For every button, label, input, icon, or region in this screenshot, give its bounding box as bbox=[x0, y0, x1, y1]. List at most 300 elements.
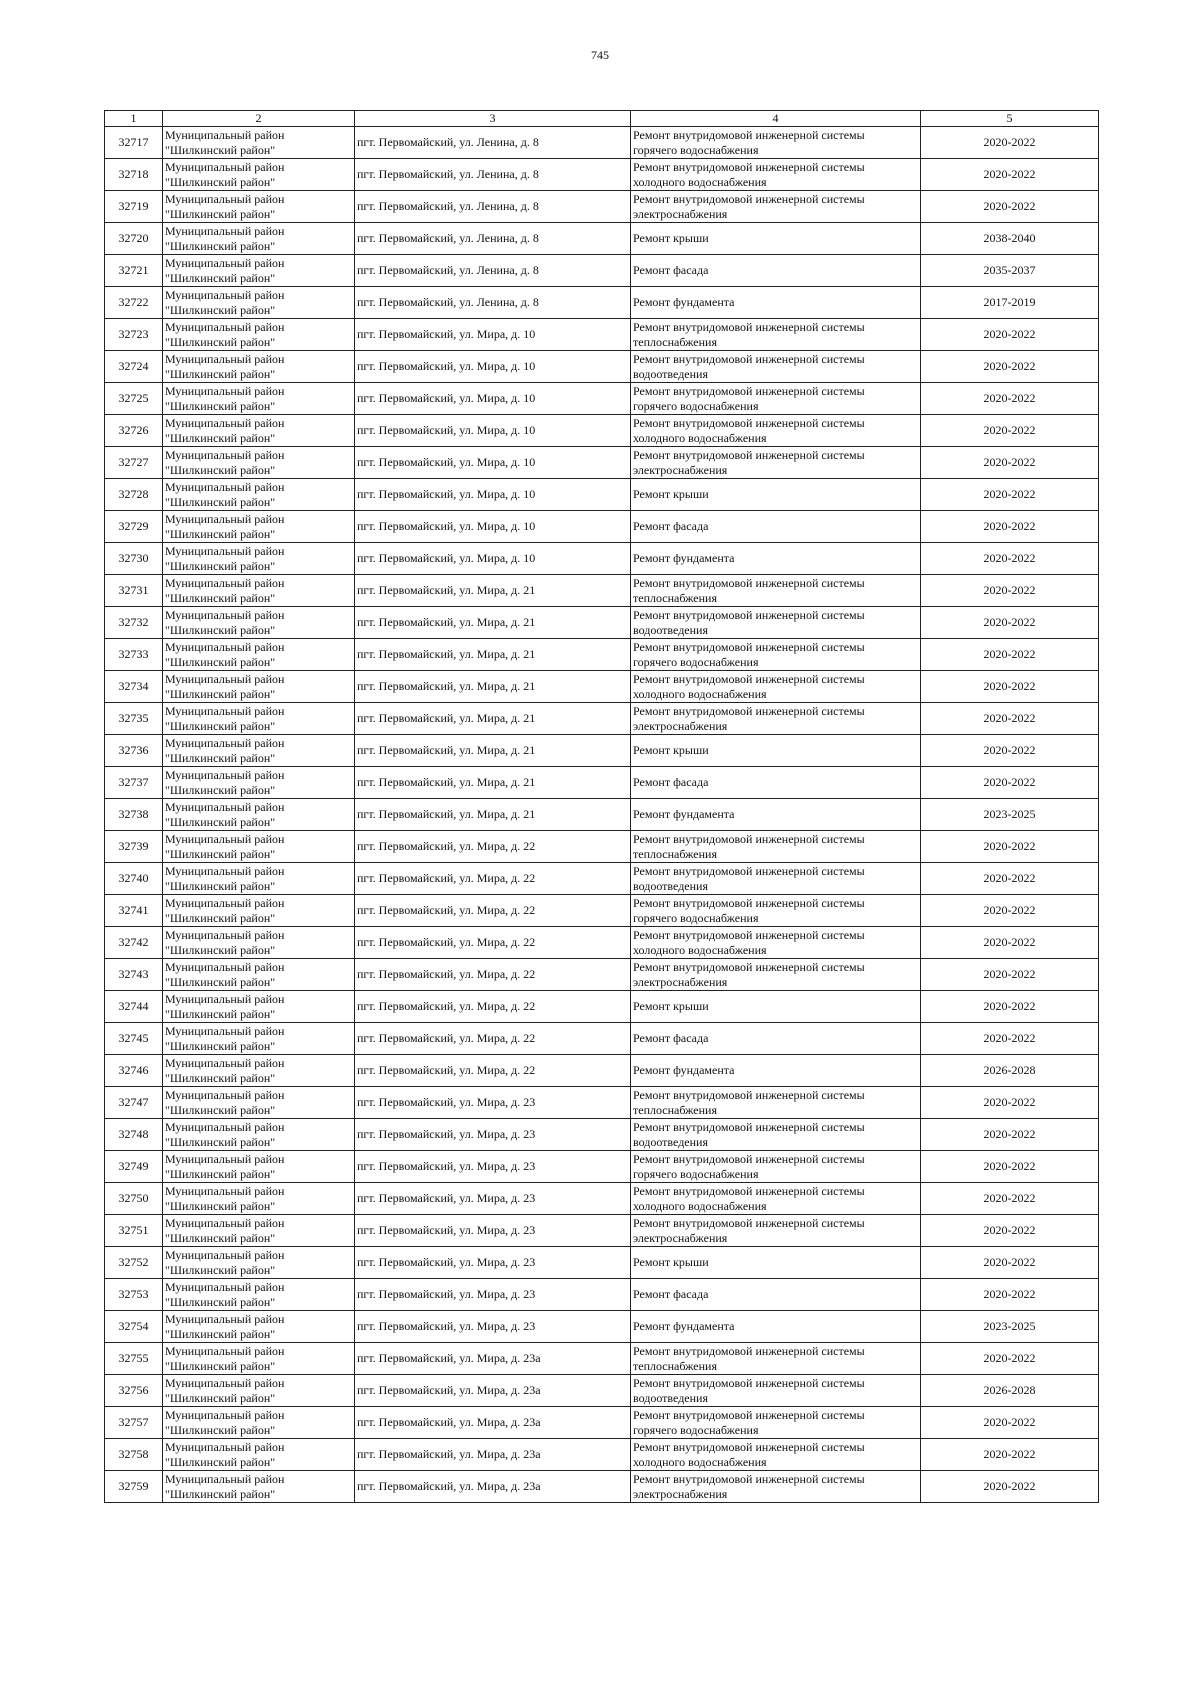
municipality-cell bbox=[163, 511, 355, 543]
work-type-cell bbox=[631, 1439, 921, 1471]
municipality-cell bbox=[163, 1023, 355, 1055]
municipality-cell bbox=[163, 639, 355, 671]
table-row bbox=[105, 1151, 1099, 1183]
work-type-line: Ремонт внутридомовой инженерной системы bbox=[633, 863, 865, 878]
row-number-cell: 32755 bbox=[105, 1343, 163, 1375]
work-type-cell bbox=[631, 1119, 921, 1151]
table-row bbox=[105, 863, 1099, 895]
work-type-cell bbox=[631, 447, 921, 479]
municipality-line: Муниципальный район bbox=[165, 1471, 285, 1486]
work-type-line: Ремонт фасада bbox=[633, 263, 709, 277]
table-row bbox=[105, 319, 1099, 351]
work-type-line: холодного водоснабжения bbox=[633, 1454, 767, 1469]
municipality-line: "Шилкинский район" bbox=[165, 1326, 276, 1341]
municipality-line: Муниципальный район bbox=[165, 287, 285, 302]
municipality-line: "Шилкинский район" bbox=[165, 1070, 276, 1085]
municipality-cell bbox=[163, 1119, 355, 1151]
municipality-cell bbox=[163, 1471, 355, 1503]
table-row bbox=[105, 1087, 1099, 1119]
work-type-line: водоотведения bbox=[633, 1390, 708, 1405]
work-type-cell bbox=[631, 991, 921, 1023]
table-row bbox=[105, 479, 1099, 511]
work-type-line: Ремонт внутридомовой инженерной системы bbox=[633, 927, 865, 942]
row-number-cell: 32739 bbox=[105, 831, 163, 863]
work-type-cell bbox=[631, 927, 921, 959]
work-type-cell bbox=[631, 383, 921, 415]
work-type-line: теплоснабжения bbox=[633, 334, 717, 349]
address-cell: пгт. Первомайский, ул. Мира, д. 23а bbox=[355, 1375, 631, 1407]
address-cell: пгт. Первомайский, ул. Мира, д. 22 bbox=[355, 959, 631, 991]
period-cell: 2020-2022 bbox=[921, 735, 1099, 767]
table-row bbox=[105, 1247, 1099, 1279]
municipality-line: Муниципальный район bbox=[165, 1407, 285, 1422]
table-row bbox=[105, 1023, 1099, 1055]
address-cell: пгт. Первомайский, ул. Мира, д. 10 bbox=[355, 479, 631, 511]
row-number-cell: 32728 bbox=[105, 479, 163, 511]
period-cell: 2035-2037 bbox=[921, 255, 1099, 287]
period-cell: 2020-2022 bbox=[921, 767, 1099, 799]
work-type-line: Ремонт фундамента bbox=[633, 1319, 735, 1333]
period-cell: 2020-2022 bbox=[921, 351, 1099, 383]
period-cell: 2023-2025 bbox=[921, 799, 1099, 831]
work-type-line: Ремонт крыши bbox=[633, 999, 709, 1013]
work-type-line: электроснабжения bbox=[633, 718, 728, 733]
work-type-cell bbox=[631, 895, 921, 927]
row-number-cell: 32721 bbox=[105, 255, 163, 287]
municipality-line: Муниципальный район bbox=[165, 1311, 285, 1326]
work-type-cell bbox=[631, 703, 921, 735]
row-number-cell: 32741 bbox=[105, 895, 163, 927]
municipality-line: "Шилкинский район" bbox=[165, 814, 276, 829]
work-type-cell bbox=[631, 1247, 921, 1279]
table-row bbox=[105, 831, 1099, 863]
municipality-line: "Шилкинский район" bbox=[165, 1038, 276, 1053]
municipality-line: Муниципальный район bbox=[165, 767, 285, 782]
table-row bbox=[105, 447, 1099, 479]
work-type-line: горячего водоснабжения bbox=[633, 1422, 759, 1437]
table-row bbox=[105, 1343, 1099, 1375]
work-type-line: Ремонт внутридомовой инженерной системы bbox=[633, 1183, 865, 1198]
period-cell: 2017-2019 bbox=[921, 287, 1099, 319]
table-row bbox=[105, 1183, 1099, 1215]
work-type-line: Ремонт внутридомовой инженерной системы bbox=[633, 351, 865, 366]
table-row bbox=[105, 575, 1099, 607]
row-number-cell: 32717 bbox=[105, 127, 163, 159]
work-type-cell bbox=[631, 1055, 921, 1087]
municipality-cell bbox=[163, 991, 355, 1023]
work-type-line: Ремонт внутридомовой инженерной системы bbox=[633, 1343, 865, 1358]
municipality-cell bbox=[163, 1087, 355, 1119]
address-cell: пгт. Первомайский, ул. Мира, д. 23а bbox=[355, 1407, 631, 1439]
municipality-line: Муниципальный район bbox=[165, 927, 285, 942]
municipality-line: Муниципальный район bbox=[165, 735, 285, 750]
period-cell: 2020-2022 bbox=[921, 415, 1099, 447]
municipality-line: "Шилкинский район" bbox=[165, 750, 276, 765]
work-type-cell bbox=[631, 767, 921, 799]
municipality-cell bbox=[163, 735, 355, 767]
table-row bbox=[105, 959, 1099, 991]
work-type-line: Ремонт внутридомовой инженерной системы bbox=[633, 1439, 865, 1454]
address-cell: пгт. Первомайский, ул. Мира, д. 21 bbox=[355, 735, 631, 767]
table-row bbox=[105, 159, 1099, 191]
municipality-cell bbox=[163, 1247, 355, 1279]
row-number-cell: 32738 bbox=[105, 799, 163, 831]
municipality-cell bbox=[163, 383, 355, 415]
municipality-line: Муниципальный район bbox=[165, 1215, 285, 1230]
work-type-line: Ремонт фундамента bbox=[633, 295, 735, 309]
work-type-line: Ремонт фундамента bbox=[633, 551, 735, 565]
work-type-cell bbox=[631, 735, 921, 767]
address-cell: пгт. Первомайский, ул. Мира, д. 22 bbox=[355, 1055, 631, 1087]
row-number-cell: 32751 bbox=[105, 1215, 163, 1247]
table-row bbox=[105, 511, 1099, 543]
work-type-line: Ремонт внутридомовой инженерной системы bbox=[633, 1375, 865, 1390]
work-type-line: горячего водоснабжения bbox=[633, 398, 759, 413]
table-row bbox=[105, 1215, 1099, 1247]
municipality-line: "Шилкинский район" bbox=[165, 1486, 276, 1501]
period-cell: 2020-2022 bbox=[921, 447, 1099, 479]
work-type-line: Ремонт внутридомовой инженерной системы bbox=[633, 831, 865, 846]
address-cell: пгт. Первомайский, ул. Мира, д. 23а bbox=[355, 1471, 631, 1503]
address-cell: пгт. Первомайский, ул. Мира, д. 22 bbox=[355, 1023, 631, 1055]
table-row bbox=[105, 671, 1099, 703]
table-row bbox=[105, 1055, 1099, 1087]
municipality-line: Муниципальный район bbox=[165, 1055, 285, 1070]
address-cell: пгт. Первомайский, ул. Ленина, д. 8 bbox=[355, 127, 631, 159]
row-number-cell: 32719 bbox=[105, 191, 163, 223]
work-type-line: водоотведения bbox=[633, 366, 708, 381]
page-number: 745 bbox=[591, 48, 609, 62]
municipality-line: Муниципальный район bbox=[165, 1343, 285, 1358]
work-type-line: Ремонт внутридомовой инженерной системы bbox=[633, 1407, 865, 1422]
work-type-cell bbox=[631, 575, 921, 607]
municipality-line: "Шилкинский район" bbox=[165, 430, 276, 445]
period-cell: 2020-2022 bbox=[921, 1343, 1099, 1375]
municipality-cell bbox=[163, 223, 355, 255]
municipality-cell bbox=[163, 447, 355, 479]
row-number-cell: 32722 bbox=[105, 287, 163, 319]
municipality-cell bbox=[163, 1343, 355, 1375]
municipality-line: "Шилкинский район" bbox=[165, 1294, 276, 1309]
period-cell: 2020-2022 bbox=[921, 1119, 1099, 1151]
work-type-line: электроснабжения bbox=[633, 206, 728, 221]
work-type-line: горячего водоснабжения bbox=[633, 910, 759, 925]
municipality-line: Муниципальный район bbox=[165, 127, 285, 142]
work-type-line: Ремонт крыши bbox=[633, 487, 709, 501]
work-type-line: Ремонт внутридомовой инженерной системы bbox=[633, 1119, 865, 1134]
period-cell: 2020-2022 bbox=[921, 895, 1099, 927]
municipality-cell bbox=[163, 1279, 355, 1311]
row-number-cell: 32759 bbox=[105, 1471, 163, 1503]
municipality-line: "Шилкинский район" bbox=[165, 398, 276, 413]
municipality-line: "Шилкинский район" bbox=[165, 494, 276, 509]
address-cell: пгт. Первомайский, ул. Мира, д. 10 bbox=[355, 447, 631, 479]
municipality-cell bbox=[163, 927, 355, 959]
address-cell: пгт. Первомайский, ул. Ленина, д. 8 bbox=[355, 223, 631, 255]
work-type-line: Ремонт внутридомовой инженерной системы bbox=[633, 1151, 865, 1166]
table-row bbox=[105, 255, 1099, 287]
municipality-line: Муниципальный район bbox=[165, 1279, 285, 1294]
municipality-cell bbox=[163, 1183, 355, 1215]
municipality-line: Муниципальный район bbox=[165, 159, 285, 174]
work-type-cell bbox=[631, 863, 921, 895]
work-type-line: водоотведения bbox=[633, 878, 708, 893]
work-type-cell bbox=[631, 415, 921, 447]
municipality-cell bbox=[163, 1055, 355, 1087]
address-cell: пгт. Первомайский, ул. Мира, д. 22 bbox=[355, 991, 631, 1023]
work-type-cell bbox=[631, 607, 921, 639]
municipality-line: Муниципальный район bbox=[165, 991, 285, 1006]
table-row bbox=[105, 415, 1099, 447]
row-number-cell: 32744 bbox=[105, 991, 163, 1023]
municipality-line: Муниципальный район bbox=[165, 319, 285, 334]
row-number-cell: 32742 bbox=[105, 927, 163, 959]
municipality-line: Муниципальный район bbox=[165, 223, 285, 238]
municipality-line: "Шилкинский район" bbox=[165, 718, 276, 733]
work-type-line: Ремонт внутридомовой инженерной системы bbox=[633, 415, 865, 430]
row-number-cell: 32757 bbox=[105, 1407, 163, 1439]
municipality-line: Муниципальный район bbox=[165, 863, 285, 878]
municipality-line: "Шилкинский район" bbox=[165, 526, 276, 541]
work-type-cell bbox=[631, 543, 921, 575]
municipality-line: "Шилкинский район" bbox=[165, 1358, 276, 1373]
municipality-line: "Шилкинский район" bbox=[165, 302, 276, 317]
municipality-cell bbox=[163, 1151, 355, 1183]
period-cell: 2020-2022 bbox=[921, 383, 1099, 415]
table-row bbox=[105, 991, 1099, 1023]
municipality-line: "Шилкинский район" bbox=[165, 206, 276, 221]
work-type-cell bbox=[631, 1375, 921, 1407]
address-cell: пгт. Первомайский, ул. Мира, д. 22 bbox=[355, 927, 631, 959]
work-type-cell bbox=[631, 1311, 921, 1343]
municipality-line: "Шилкинский район" bbox=[165, 1102, 276, 1117]
period-cell: 2020-2022 bbox=[921, 1439, 1099, 1471]
row-number-cell: 32727 bbox=[105, 447, 163, 479]
work-type-line: Ремонт внутридомовой инженерной системы bbox=[633, 895, 865, 910]
work-type-line: Ремонт внутридомовой инженерной системы bbox=[633, 191, 865, 206]
municipality-cell bbox=[163, 1215, 355, 1247]
period-cell: 2020-2022 bbox=[921, 543, 1099, 575]
address-cell: пгт. Первомайский, ул. Мира, д. 21 bbox=[355, 671, 631, 703]
address-cell: пгт. Первомайский, ул. Мира, д. 21 bbox=[355, 767, 631, 799]
work-type-line: холодного водоснабжения bbox=[633, 1198, 767, 1213]
address-cell: пгт. Первомайский, ул. Мира, д. 23 bbox=[355, 1119, 631, 1151]
work-type-line: Ремонт фасада bbox=[633, 519, 709, 533]
municipality-line: "Шилкинский район" bbox=[165, 1454, 276, 1469]
period-cell: 2020-2022 bbox=[921, 1023, 1099, 1055]
municipality-line: "Шилкинский район" bbox=[165, 174, 276, 189]
work-type-line: электроснабжения bbox=[633, 1486, 728, 1501]
work-type-line: холодного водоснабжения bbox=[633, 942, 767, 957]
address-cell: пгт. Первомайский, ул. Мира, д. 23 bbox=[355, 1311, 631, 1343]
period-cell: 2020-2022 bbox=[921, 1183, 1099, 1215]
period-cell: 2020-2022 bbox=[921, 1471, 1099, 1503]
work-type-line: водоотведения bbox=[633, 622, 708, 637]
work-type-cell bbox=[631, 319, 921, 351]
table-row bbox=[105, 1311, 1099, 1343]
row-number-cell: 32737 bbox=[105, 767, 163, 799]
work-type-cell bbox=[631, 511, 921, 543]
municipality-cell bbox=[163, 479, 355, 511]
municipality-cell bbox=[163, 607, 355, 639]
work-type-cell bbox=[631, 799, 921, 831]
work-type-line: Ремонт внутридомовой инженерной системы bbox=[633, 127, 865, 142]
municipality-line: "Шилкинский район" bbox=[165, 462, 276, 477]
address-cell: пгт. Первомайский, ул. Мира, д. 21 bbox=[355, 799, 631, 831]
row-number-cell: 32743 bbox=[105, 959, 163, 991]
municipality-line: "Шилкинский район" bbox=[165, 1166, 276, 1181]
row-number-cell: 32731 bbox=[105, 575, 163, 607]
municipality-line: Муниципальный район bbox=[165, 447, 285, 462]
row-number-cell: 32749 bbox=[105, 1151, 163, 1183]
period-cell: 2020-2022 bbox=[921, 607, 1099, 639]
address-cell: пгт. Первомайский, ул. Мира, д. 22 bbox=[355, 895, 631, 927]
row-number-cell: 32735 bbox=[105, 703, 163, 735]
municipality-cell bbox=[163, 255, 355, 287]
address-cell: пгт. Первомайский, ул. Мира, д. 23а bbox=[355, 1343, 631, 1375]
table-row bbox=[105, 1407, 1099, 1439]
municipality-line: Муниципальный район bbox=[165, 1439, 285, 1454]
work-type-line: Ремонт внутридомовой инженерной системы bbox=[633, 1215, 865, 1230]
municipality-line: Муниципальный район bbox=[165, 671, 285, 686]
address-cell: пгт. Первомайский, ул. Мира, д. 22 bbox=[355, 831, 631, 863]
work-type-line: Ремонт внутридомовой инженерной системы bbox=[633, 575, 865, 590]
work-type-line: горячего водоснабжения bbox=[633, 142, 759, 157]
municipality-line: Муниципальный район bbox=[165, 255, 285, 270]
period-cell: 2020-2022 bbox=[921, 959, 1099, 991]
row-number-cell: 32748 bbox=[105, 1119, 163, 1151]
period-cell: 2020-2022 bbox=[921, 1151, 1099, 1183]
municipality-line: "Шилкинский район" bbox=[165, 590, 276, 605]
work-type-line: горячего водоснабжения bbox=[633, 1166, 759, 1181]
period-cell: 2020-2022 bbox=[921, 1215, 1099, 1247]
municipality-line: Муниципальный район bbox=[165, 543, 285, 558]
municipality-line: Муниципальный район bbox=[165, 1375, 285, 1390]
address-cell: пгт. Первомайский, ул. Мира, д. 10 bbox=[355, 383, 631, 415]
municipality-cell bbox=[163, 287, 355, 319]
table-row bbox=[105, 607, 1099, 639]
municipality-line: "Шилкинский район" bbox=[165, 334, 276, 349]
period-cell: 2020-2022 bbox=[921, 1247, 1099, 1279]
municipality-cell bbox=[163, 863, 355, 895]
municipality-line: Муниципальный район bbox=[165, 191, 285, 206]
municipality-cell bbox=[163, 1407, 355, 1439]
municipality-cell bbox=[163, 543, 355, 575]
municipality-cell bbox=[163, 415, 355, 447]
municipality-line: Муниципальный район bbox=[165, 1247, 285, 1262]
municipality-line: Муниципальный район bbox=[165, 383, 285, 398]
work-type-line: теплоснабжения bbox=[633, 1358, 717, 1373]
period-cell: 2020-2022 bbox=[921, 927, 1099, 959]
period-cell: 2026-2028 bbox=[921, 1055, 1099, 1087]
municipality-line: Муниципальный район bbox=[165, 415, 285, 430]
municipality-line: "Шилкинский район" bbox=[165, 366, 276, 381]
work-type-cell bbox=[631, 255, 921, 287]
municipality-line: Муниципальный район bbox=[165, 607, 285, 622]
municipality-line: "Шилкинский район" bbox=[165, 1198, 276, 1213]
work-type-cell bbox=[631, 831, 921, 863]
table-row bbox=[105, 927, 1099, 959]
municipality-line: Муниципальный район bbox=[165, 511, 285, 526]
work-type-line: Ремонт фасада bbox=[633, 1287, 709, 1301]
municipality-line: Муниципальный район bbox=[165, 959, 285, 974]
row-number-cell: 32754 bbox=[105, 1311, 163, 1343]
row-number-cell: 32723 bbox=[105, 319, 163, 351]
table-row bbox=[105, 703, 1099, 735]
row-number-cell: 32730 bbox=[105, 543, 163, 575]
municipality-line: "Шилкинский район" bbox=[165, 654, 276, 669]
address-cell: пгт. Первомайский, ул. Мира, д. 21 bbox=[355, 639, 631, 671]
address-cell: пгт. Первомайский, ул. Мира, д. 23 bbox=[355, 1279, 631, 1311]
work-type-cell bbox=[631, 959, 921, 991]
address-cell: пгт. Первомайский, ул. Мира, д. 21 bbox=[355, 607, 631, 639]
column-header: 4 bbox=[631, 111, 921, 127]
work-type-cell bbox=[631, 1183, 921, 1215]
table-row bbox=[105, 127, 1099, 159]
municipality-cell bbox=[163, 767, 355, 799]
table-row bbox=[105, 895, 1099, 927]
period-cell: 2020-2022 bbox=[921, 1087, 1099, 1119]
row-number-cell: 32734 bbox=[105, 671, 163, 703]
column-header: 5 bbox=[921, 111, 1099, 127]
period-cell: 2026-2028 bbox=[921, 1375, 1099, 1407]
work-type-cell bbox=[631, 1407, 921, 1439]
period-cell: 2020-2022 bbox=[921, 671, 1099, 703]
address-cell: пгт. Первомайский, ул. Мира, д. 23 bbox=[355, 1247, 631, 1279]
work-type-line: Ремонт крыши bbox=[633, 231, 709, 245]
work-type-line: Ремонт внутридомовой инженерной системы bbox=[633, 383, 865, 398]
address-cell: пгт. Первомайский, ул. Мира, д. 23 bbox=[355, 1087, 631, 1119]
work-type-line: Ремонт внутридомовой инженерной системы bbox=[633, 639, 865, 654]
period-cell: 2020-2022 bbox=[921, 159, 1099, 191]
period-cell: 2038-2040 bbox=[921, 223, 1099, 255]
municipality-line: "Шилкинский район" bbox=[165, 142, 276, 157]
work-type-line: Ремонт внутридомовой инженерной системы bbox=[633, 703, 865, 718]
row-number-cell: 32746 bbox=[105, 1055, 163, 1087]
municipality-line: "Шилкинский район" bbox=[165, 974, 276, 989]
work-type-line: теплоснабжения bbox=[633, 590, 717, 605]
period-cell: 2020-2022 bbox=[921, 511, 1099, 543]
work-type-line: Ремонт крыши bbox=[633, 1255, 709, 1269]
municipality-line: "Шилкинский район" bbox=[165, 1134, 276, 1149]
work-type-line: холодного водоснабжения bbox=[633, 174, 767, 189]
table-row bbox=[105, 1439, 1099, 1471]
address-cell: пгт. Первомайский, ул. Мира, д. 23 bbox=[355, 1215, 631, 1247]
municipality-line: "Шилкинский район" bbox=[165, 1006, 276, 1021]
municipality-line: Муниципальный район bbox=[165, 799, 285, 814]
period-cell: 2020-2022 bbox=[921, 1279, 1099, 1311]
row-number-cell: 32750 bbox=[105, 1183, 163, 1215]
work-type-cell bbox=[631, 639, 921, 671]
table-row bbox=[105, 639, 1099, 671]
municipality-cell bbox=[163, 351, 355, 383]
municipality-line: "Шилкинский район" bbox=[165, 1422, 276, 1437]
row-number-cell: 32745 bbox=[105, 1023, 163, 1055]
table-row bbox=[105, 799, 1099, 831]
table-row bbox=[105, 351, 1099, 383]
municipality-cell bbox=[163, 703, 355, 735]
work-type-line: Ремонт фасада bbox=[633, 775, 709, 789]
work-type-line: Ремонт фундамента bbox=[633, 1063, 735, 1077]
municipality-line: "Шилкинский район" bbox=[165, 910, 276, 925]
municipality-cell bbox=[163, 959, 355, 991]
address-cell: пгт. Первомайский, ул. Мира, д. 10 bbox=[355, 351, 631, 383]
work-type-cell bbox=[631, 671, 921, 703]
period-cell: 2020-2022 bbox=[921, 479, 1099, 511]
period-cell: 2020-2022 bbox=[921, 575, 1099, 607]
row-number-cell: 32718 bbox=[105, 159, 163, 191]
work-type-cell bbox=[631, 1279, 921, 1311]
